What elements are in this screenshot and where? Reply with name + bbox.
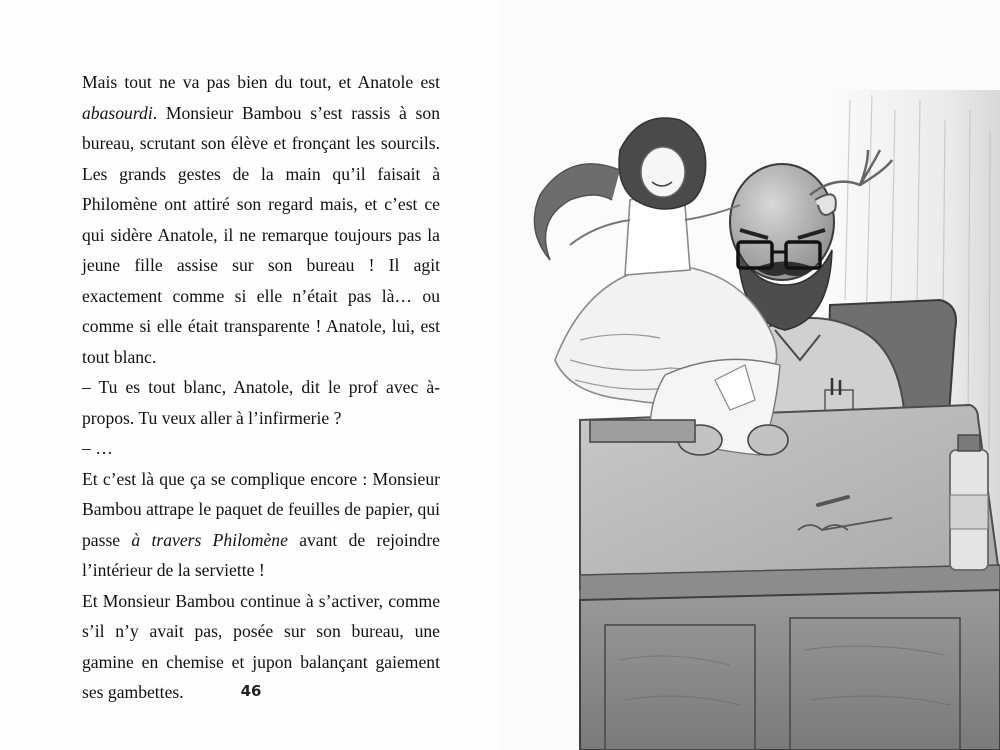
paragraph-3-text: – …: [82, 438, 113, 458]
page-number: 46: [240, 682, 262, 700]
bottle-label: [950, 495, 988, 529]
paragraph-4-italic: à travers Philomène: [131, 529, 288, 550]
bottle-cap: [958, 435, 980, 451]
story-text: [82, 67, 440, 708]
paragraph-4-text-a: Et c’est là que ça se complique encore : Monsieur Bambou attrape le paquet de feuilles de papier, qui passe: [82, 468, 440, 550]
pencil-illustration: [500, 0, 1000, 750]
ghost-face: [641, 147, 685, 197]
teacher-hand-right: [748, 425, 788, 455]
paragraph-2: [82, 372, 440, 433]
briefcase: [590, 420, 695, 442]
paragraph-3: [82, 433, 440, 464]
paragraph-1-italic: abasourdi: [82, 102, 153, 123]
paragraph-4: [82, 464, 440, 586]
illustration-page: [500, 0, 1000, 750]
paragraph-1-text-a: Mais tout ne va pas bien du tout, et Anatole est: [82, 72, 440, 92]
ghost-hair-swirl: [534, 164, 620, 260]
paragraph-1-text-b: . Monsieur Bambou s’est rassis à son bureau, scrutant son élève et fronçant les sourcils. Les grands gestes de la main qu’il faisait à Philomène ont attiré son regard mais, et c’est ce qui sidère Anatole, il ne remarque toujours pas la jeune fille assise sur son bureau ! Il agit exactement comme si elle n’était pas là… ou comme si elle était transparente ! Anatole, lui, est tout blanc.: [82, 102, 440, 367]
paragraph-5-text: Et Monsieur Bambou continue à s’activer, comme s’il n’y avait pas, posée sur son bureau, une gamine en chemise et jupon balançant gaiement ses gambettes.: [82, 590, 440, 702]
ghost-arm-left: [570, 220, 630, 245]
paragraph-2-text: – Tu es tout blanc, Anatole, dit le prof avec à-propos. Tu veux aller à l’infirmerie ?: [82, 377, 440, 428]
paragraph-4-text-b: avant de rejoindre l’intérieur de la serviette !: [82, 529, 440, 580]
paragraph-1: [82, 67, 440, 372]
